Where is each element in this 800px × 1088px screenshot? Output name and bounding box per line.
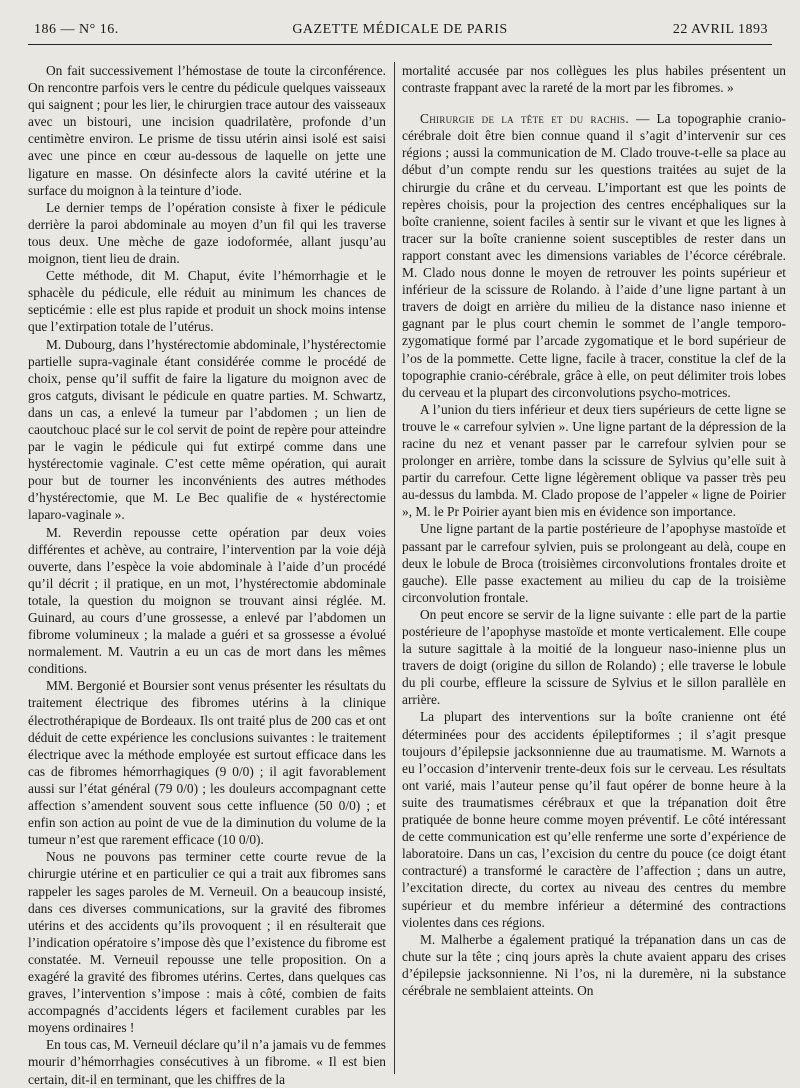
section-paragraph xyxy=(402,110,786,401)
paragraph: La plupart des interventions sur la boîte cranienne ont été déterminées pour des accidents épileptiformes ; il s’agit presque toujours d’épilepsie jacksonnienne due au traumatisme. M. Warnots a eu l’occasion d’intervenir trente-deux fois sur le cerveau. Les résultats ont varié, mais l’auteur pense qu’il faut opérer de bonne heure à la suite des traumatismes cérébraux et que la trépanation doit être pratiquée de bonne heure comme moyen préventif. Le côté intéressant de cette communication est qu’elle renferme une sorte d’expérience de laboratoire. Dans un cas, l’excision du centre du pouce (ce doigt étant contracturé) a transformé le caractère de l’affection ; dans un autre, l’excitation directe, du cortex au niveau des centres du membre supérieur et du membre inférieur a déterminé des contractions violentes dans ces régions. xyxy=(402,709,786,930)
article-columns xyxy=(28,62,786,1087)
paragraph: A l’union du tiers inférieur et deux tiers supérieurs de cette ligne se trouve le « carrefour sylvien ». Une ligne partant de la dépression de la racine du nez et venant passer par le carrefour sylvien pour se prolonger en arrière, tombe dans la scissure de Sylvius qu’elle suit à partir du carrefour. Cette ligne légèrement oblique va passer très peu au-dessus du lambda. M. Clado propose de l’appeler « ligne de Poirier », M. le Pr Poirier ayant bien mis en évidence son importance. xyxy=(402,401,786,520)
paragraph: Nous ne pouvons pas terminer cette courte revue de la chirurgie utérine et en particulier ce qui a trait aux fibromes sans rappeler les sages paroles de M. Verneuil. On a beaucoup insisté, dans ces diverses communications, sur la gravité des fibromes utérins et des accidents qu’ils provoquent ; il en résulterait que l’indication opératoire s’impose dès que l’existence du fibrome est constatée. M. Verneuil repousse une telle proposition. On a exagéré la gravité des fibromes utérins. Certes, dans quelques cas graves, l’intervention s’impose : mais à côté, combien de faits accompagnés d’accidents légers et facilement curables par les moyens ordinaires ! xyxy=(28,849,386,1036)
paragraph: M. Dubourg, dans l’hystérectomie abdominale, l’hystérectomie partielle supra-vaginale étant considérée comme le procédé de choix, pense qu’il suffit de faire la ligature du moignon avec de gros catguts, divisant le pédicule en quatre parties. M. Schwartz, dans un cas, a enlevé la tumeur par l’abdomen ; un lien de caoutchouc placé sur le col servit de point de repère pour atteindre par le vagin le pédicule qui fut extirpé comme dans une hystérectomie vaginale. C’est cette même opération, qui aurait pour but de tourner les inconvénients des autres méthodes d’hystérectomie, que M. Le Bec qualifie de « hystérectomie laparo-vaginale ». xyxy=(28,336,386,523)
paragraph: MM. Bergonié et Boursier sont venus présenter les résultats du traitement électrique des fibromes utérins à la clinique électrothérapique de Bordeaux. Ils ont traité plus de 200 cas et ont déduit de cette expérience les conclusions suivantes : le traitement électrique avec la méthode employée est surtout efficace dans les cas de fibromes hémorrhagiques (9 0/0) ; il agit favorablement aussi sur l’état général (79 0/0) ; les douleurs accompagnant cette affection s’amendent souvent sous cette influence (50 0/0) ; et enfin son action au point de vue de la diminution du volume de la tumeur n’est que rarement efficace (10 0/0). xyxy=(28,678,386,848)
paragraph: M. Reverdin repousse cette opération par deux voies différentes et achève, au contraire, l’intervention par la voie déjà ouverte, dans l’espèce la voie abdominale à l’aide d’un procédé qu’il décrit ; il pratique, en un mot, l’hystérectomie abdominale totale, la question du moignon se trouvant ainsi réglée. M. Guinard, au cours d’une grossesse, a enlevé par l’abdomen un fibrome volumineux ; la malade a guéri et sa grossesse a évolué normalement. M. Vautrin a eu un cas de mort dans les mêmes conditions. xyxy=(28,524,386,677)
paragraph-text: La topographie cranio-cérébrale doit être bien connue quand il s’agit d’intervenir sur ces régions ; aussi la communication de M. Clado trouve-t-elle sa place au début d’un compte rendu sur les questions traitées au sujet de la chirurgie du crâne et du cerveau. L’important est que les points de repères choisis, pour la projection des centres encéphaliques sur la boîte cranienne, soient faciles à sentir sur le vivant et que les lignes à tracer sur la boîte cranienne soient susceptibles de rester dans un rapport constant avec les dimensions variables de l’écorce cérébrale. M. Clado nous donne le moyen de retrouver les points supérieur et inférieur de la scissure de Rolando. à l’aide d’une ligne partant à un travers de doigt en arrière du milieu de la distance naso inienne et gagnant par le plus court chemin le sommet de l’angle temporo-zygomatique formé par l’arcade zygomatique et le bord supérieur de l’os de la pommette. Cette ligne, facile à tracer, constitue la clef de la topographie cranio-cérébrale, grâce à elle, on peut délimiter trois lobes du cerveau et la plupart des circonvolutions psycho-motrices. xyxy=(402,111,786,400)
page-number: 186 — N° 16. xyxy=(34,22,119,37)
section-heading: Chirurgie de la tête et du rachis. — xyxy=(420,111,650,127)
paragraph: En tous cas, M. Verneuil déclare qu’il n’a jamais vu de femmes mourir d’hémorrhagies consécutives à un fibrome. « Il est bien certain, dit-il en terminant, que les chiffres de la xyxy=(28,1037,386,1087)
paragraph: On fait successivement l’hémostase de toute la circonférence. On rencontre parfois vers le centre du pédicule quelques vaisseaux qui saignent ; pour les lier, le chirurgien trace autour des vaisseaux avec un bistouri, une incision quadrilatère, profonde d’un centimètre environ. Le prisme de tissu utérin ainsi isolé est saisi avec une pince en cœur au-dessous de laquelle on jette une ligature en masse. On désinfecte alors la cavité utérine et la surface du moignon à la teinture d’iode. xyxy=(28,63,386,198)
paragraph: Une ligne partant de la partie postérieure de l’apophyse mastoïde et passant par le carrefour sylvien, puis se prolongeant au delà, coupe en deux le lobule de Broca (troisièmes circonvolutions frontales droite et gauche). Elle passe exactement au milieu du cap de la troisième circonvolution frontale. xyxy=(402,521,786,605)
right-column xyxy=(402,62,786,1076)
issue-date: 22 AVRIL 1893 xyxy=(672,22,768,37)
page-header xyxy=(28,18,772,45)
paragraph: Le dernier temps de l’opération consiste à fixer le pédicule derrière la paroi abdominale au moyen d’un fil qui les traverse tous deux. Une mèche de gaze iodoformée, allant jusqu’au moignon, tient lieu de drain. xyxy=(28,199,386,267)
paragraph: Cette méthode, dit M. Chaput, évite l’hémorrhagie et le sphacèle du pédicule, elle réduit au minimum les chances de septicémie : elle est plus rapide et produit un shock moins intense que l’extirpation totale de l’utérus. xyxy=(28,268,386,335)
paragraph: M. Malherbe a également pratiqué la trépanation dans un cas de chute sur la tête ; cinq jours après la chute avaient apparu des crises d’épilepsie jacksonnienne. Ni l’os, ni la duremère, ni la substance cérébrale ne semblaient atteints. On xyxy=(402,931,786,998)
left-column xyxy=(28,62,386,1087)
paragraph: mortalité accusée par nos collègues les plus habiles présentent un contraste frappant avec la rareté de la mort par les fibromes. » xyxy=(402,63,786,96)
journal-title: GAZETTE MÉDICALE DE PARIS xyxy=(292,22,508,37)
paragraph: On peut encore se servir de la ligne suivante : elle part de la partie postérieure de l’apophyse mastoïde et monte verticalement. Elle coupe la suture sagittale à la moitié de la longueur naso-inienne plus un travers de doigt (origine du sillon de Rolando) ; elle traverse le lobule du pli courbe, effleure la scissure de Sylvius et le sillon parallèle en arrière. xyxy=(402,606,786,708)
